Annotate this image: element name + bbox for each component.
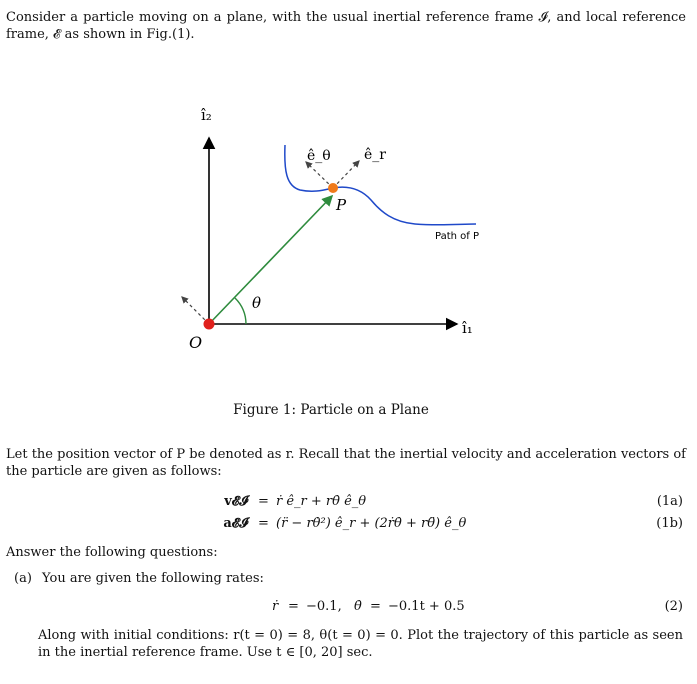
particle-point-p bbox=[328, 183, 338, 193]
part-a-text: You are given the following rates: bbox=[42, 571, 264, 586]
equation-2-number: (2) bbox=[664, 599, 683, 614]
equation-1a-lhs: v𝓔𝓘 bbox=[224, 494, 248, 509]
equation-1b bbox=[0, 515, 697, 533]
equation-2-lhs1: ṙ bbox=[272, 599, 279, 614]
part-a-header bbox=[14, 570, 264, 587]
theta-arc bbox=[235, 298, 246, 324]
velocity-intro-text: Let the position vector of P be denoted as r. Recall that the inertial velocity and acceleration vectors of the particle are given as follows: bbox=[6, 447, 686, 479]
part-a-label: (a) bbox=[14, 571, 32, 586]
part-a-followup bbox=[38, 627, 683, 661]
equation-1a-rhs: ṙ ê_r + rθ̇ ê_θ bbox=[276, 494, 367, 509]
equation-1a bbox=[0, 493, 697, 511]
intro-text: Consider a particle moving on a plane, with the usual inertial reference frame 𝓘, and local reference frame, 𝓔 as shown in Fig.(1). bbox=[6, 10, 686, 42]
label-e-r: ê_r bbox=[364, 147, 386, 163]
label-origin: O bbox=[189, 333, 203, 352]
label-e-theta: ê_θ bbox=[307, 148, 331, 164]
equation-1b-rhs: (r̈ − rθ̇²) ê_r + (2ṙθ̇ + rθ̈) ê_θ bbox=[276, 516, 467, 531]
label-theta: θ bbox=[252, 294, 262, 312]
equation-2 bbox=[0, 598, 697, 616]
e-r-dashed-vector bbox=[333, 161, 359, 188]
equation-1b-number: (1b) bbox=[656, 516, 683, 531]
equation-1a-number: (1a) bbox=[656, 494, 683, 509]
e-theta-dashed-vector bbox=[306, 162, 333, 188]
figure-caption: Figure 1: Particle on a Plane bbox=[233, 402, 429, 418]
equation-2-equals1: = bbox=[288, 599, 299, 614]
label-i1: î₁ bbox=[462, 319, 473, 337]
label-path-of-p: Path of P bbox=[435, 231, 479, 242]
equation-1b-lhs: a𝓔𝓘 bbox=[223, 516, 248, 531]
position-vector-r bbox=[209, 196, 332, 324]
equation-2-rhs1: −0.1, bbox=[306, 599, 342, 614]
equation-1a-equals: = bbox=[258, 494, 269, 509]
velocity-intro-paragraph bbox=[6, 446, 686, 480]
equation-1b-equals: = bbox=[258, 516, 269, 531]
label-i2: î₂ bbox=[201, 106, 212, 124]
answer-heading: Answer the following questions: bbox=[6, 545, 218, 560]
part-a-followup-text: Along with initial conditions: r(t = 0) = 8, θ(t = 0) = 0. Plot the trajectory of this particle as seen in the inertial reference frame. Use t ∈ [0, 20] sec. bbox=[38, 628, 683, 660]
origin-dashed-direction bbox=[182, 297, 209, 324]
equation-2-rhs2: −0.1t + 0.5 bbox=[388, 599, 465, 614]
origin-point bbox=[204, 319, 215, 330]
equation-2-lhs2: θ̇ bbox=[354, 599, 362, 614]
equation-2-equals2: = bbox=[370, 599, 381, 614]
label-p: P bbox=[336, 196, 347, 214]
